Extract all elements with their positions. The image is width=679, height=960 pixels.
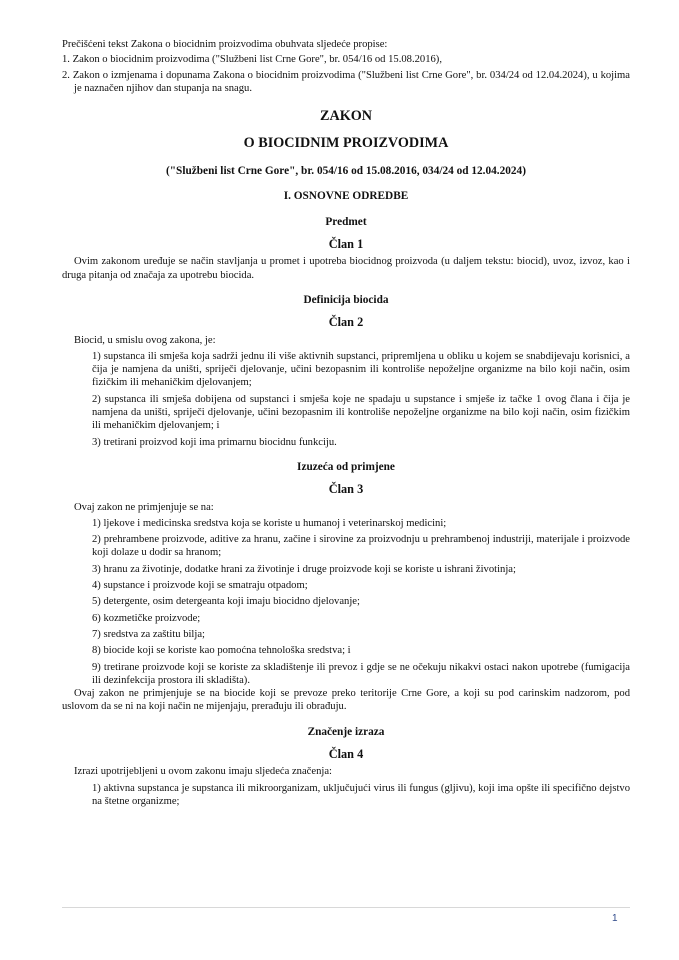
- article-4-heading: Značenje izraza: [307, 725, 385, 738]
- article-1-heading: Predmet: [325, 215, 367, 228]
- article-2-item-3: 3) tretirani proizvod koji ima primarnu biocidnu funkciju.: [92, 436, 337, 448]
- preamble-intro: Prečišćeni tekst Zakona o biocidnim proizvodima obuhvata sljedeće propise:: [62, 39, 388, 50]
- article-3-item-9: 9) tretirane proizvode koji se koriste za skladištenje ili prevoz i gdje se ne očekuju nikakvi ostaci nakon upotrebe (fumigacija ili dezinfekcija prostora ili skladišta).: [92, 661, 630, 686]
- article-3-label: Član 3: [328, 482, 364, 497]
- article-4-intro: Izrazi upotrijebljeni u ovom zakonu imaju sljedeća značenja:: [74, 766, 332, 778]
- article-2-label: Član 2: [328, 315, 364, 330]
- article-1-text: Ovim zakonom uređuje se način stavljanja u promet i upotreba biocidnog proizvoda (u daljem tekstu: biocid), uvoz, izvoz, kao i druga pitanja od značaja za upotrebu biocida.: [62, 256, 630, 281]
- article-2-item-2: 2) supstanca ili smješa dobijena od supstanci i smješa koje ne spadaju u supstance i smješe iz tačke 1 ovog člana i čija je namjena da uništi, spriječi djelovanje, učini bezopasnim ili kontroliše nepoželjne organizme na bilo koji način, osim fizičkim ili mehaničkim djelovanjem; i: [92, 393, 630, 432]
- article-2-intro: Biocid, u smislu ovog zakona, je:: [74, 334, 216, 346]
- article-3-item-7: 7) sredstva za zaštitu bilja;: [92, 628, 205, 640]
- article-4-label: Član 4: [328, 746, 364, 761]
- law-title-name: O BIOCIDNIM PROIZVODIMA: [243, 135, 449, 152]
- law-title: ZAKON: [319, 108, 373, 125]
- footer-divider: [62, 907, 630, 908]
- article-3-item-6: 6) kozmetičke proizvode;: [92, 612, 201, 624]
- article-3-item-3: 3) hranu za životinje, dodatke hrani za životinje i druge proizvode koji se koriste u ishrani životinja;: [92, 563, 516, 575]
- article-1-label: Član 1: [328, 237, 364, 252]
- article-3-item-4: 4) supstance i proizvode koji se smatraju otpadom;: [92, 580, 308, 592]
- article-3-item-5: 5) detergente, osim detergeanta koji imaju biocidno djelovanje;: [92, 596, 360, 608]
- article-4-item-1: 1) aktivna supstanca je supstanca ili mikroorganizam, uključujući virus ili fungus (gljivu), koji ima opšte ili specifično dejstvo na štetne organizme;: [92, 782, 630, 807]
- article-3-intro: Ovaj zakon ne primjenjuje se na:: [74, 501, 214, 513]
- article-3-heading: Izuzeća od primjene: [297, 460, 395, 473]
- article-3-closing: Ovaj zakon ne primjenjuje se na biocide koji se prevoze preko teritorije Crne Gore, a koji su pod carinskim nadzorom, pod uslovom da se ni na koji način ne mijenjaju, prerađuju ili obrađuju.: [62, 688, 630, 713]
- document-page: [62, 38, 630, 808]
- page-number: 1: [612, 913, 618, 924]
- article-3-item-1: 1) ljekove i medicinska sredstva koja se koriste u humanoj i veterinarskoj medicini;: [92, 517, 447, 529]
- article-3-item-2: 2) prehrambene proizvode, aditive za hranu, začine i sirovine za proizvodnju u prehrambenoj industriji, materijale i proizvode koji dolaze u dodir sa hranom;: [92, 534, 630, 559]
- chapter-heading: I. OSNOVNE ODREDBE: [283, 190, 409, 203]
- law-subtitle: ("Službeni list Crne Gore", br. 054/16 od 15.08.2016, 034/24 od 12.04.2024): [166, 165, 526, 178]
- preamble-item-1: 1. Zakon o biocidnim proizvodima ("Službeni list Crne Gore", br. 054/16 od 15.08.2016),: [62, 54, 442, 66]
- article-3-item-8: 8) biocide koji se koriste kao pomoćna tehnološka sredstva; i: [92, 645, 351, 657]
- article-2-heading: Definicija biocida: [303, 293, 389, 306]
- article-2-item-1: 1) supstanca ili smješa koja sadrži jednu ili više aktivnih supstanci, pripremljena u obliku u kojem se snabdijevaju korisnici, a čija je namjena da uništi, spriječi djelovanje, učini bezopasnim ili kontroliše nepoželjne organizme na bilo koji način, osim fizičkim ili mehaničkim djelovanjem;: [92, 350, 630, 389]
- preamble-item-2: 2. Zakon o izmjenama i dopunama Zakona o biocidnim proizvodima ("Službeni list Crne Gore", br. 034/24 od 12.04.2024), u kojima je naznačen njihov dan stupanja na snagu.: [62, 69, 630, 94]
